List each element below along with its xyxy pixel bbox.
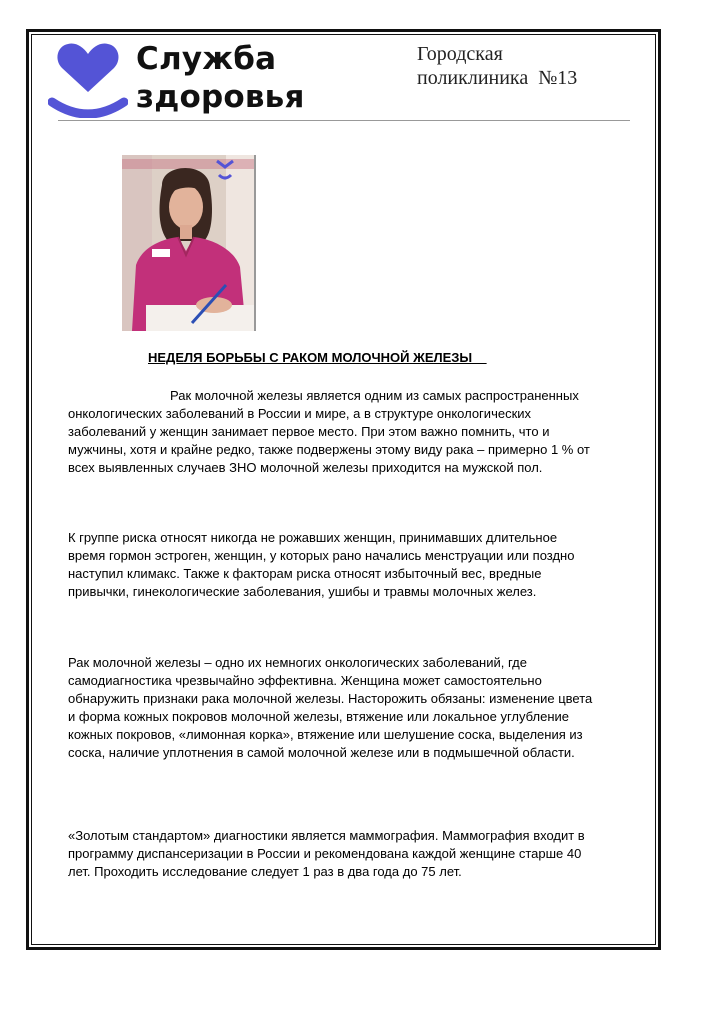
article-paragraph-3: Рак молочной железы – одно их немногих онкологических заболеваний, где самодиагностика чрезвычайно эффективна. Женщина может самостоятельно обнаружить признаки рака молочной железы. Насторожить обязаны: изменение цвета и форма кожных покровов молочной железы, втяжение или локальное углубление кожных покровов, «лимонная корка», втяжение или шелушение соска, выделения из соска, наличие уплотнения в самой молочной железе или в подмышечной области. [68, 655, 593, 760]
header-divider [58, 120, 630, 121]
article-paragraph-4: «Золотым стандартом» диагностики является маммография. Маммография входит в программу диспансеризации в России и рекомендована каждой женщине старше 40 лет. Проходить исследование следует 1 раз в два года до 75 лет. [68, 828, 585, 879]
article-title: НЕДЕЛЯ БОРЬБЫ С РАКОМ МОЛОЧНОЙ ЖЕЛЕЗЫ [148, 350, 487, 365]
logo-text-line1: Служба [136, 41, 277, 77]
clinic-name-line2: поликлиника №13 [417, 67, 578, 89]
doctor-photo [122, 155, 256, 331]
heart-smile-icon [48, 38, 128, 118]
clinic-name [417, 42, 577, 90]
clinic-name-line1: Городская [417, 43, 503, 65]
article-paragraph-2: К группе риска относят никогда не рожавших женщин, принимавших длительное время гормон эстроген, женщин, у которых рано начались менструации или поздно наступил климакс. Также к факторам риска относят избыточный вес, вредные привычки, гинекологические заболевания, ушибы и травмы молочных желез. [68, 530, 575, 599]
article-paragraph-1: Рак молочной железы является одним из самых распространенных онкологических заболеваний в России и мире, а в структуре онкологических заболеваний у женщин занимает первое место. При этом важно помнить, что и мужчины, хотя и крайне редко, также подвержены этому виду рака – примерно 1 % от всех выявленных случаев ЗНО молочной железы приходится на мужской пол. [68, 388, 590, 475]
logo-text-line2: здоровья [136, 79, 305, 115]
sluzhba-zdorovya-logo [48, 38, 338, 118]
